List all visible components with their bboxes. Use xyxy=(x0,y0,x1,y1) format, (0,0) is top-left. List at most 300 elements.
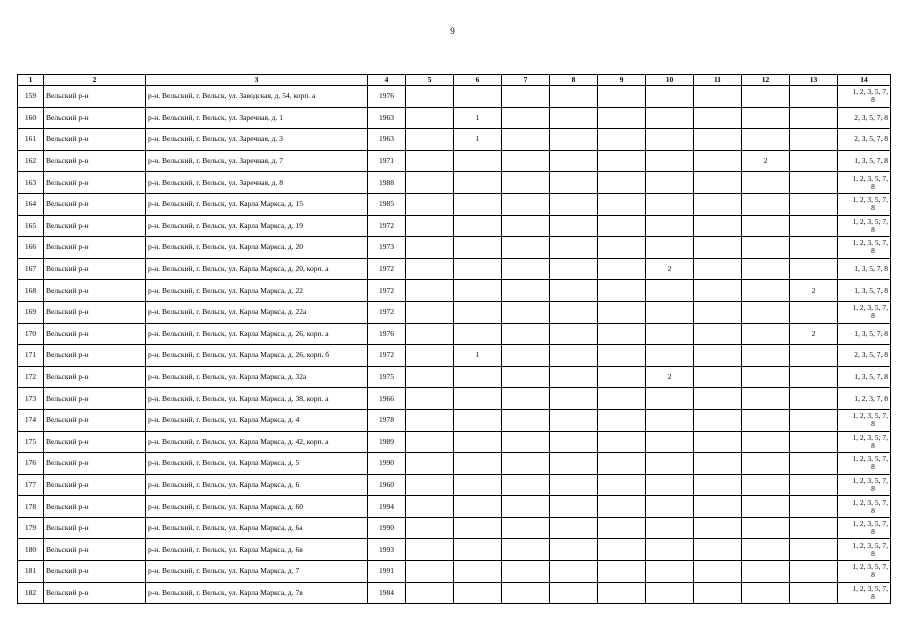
cell-c8 xyxy=(550,129,598,151)
cell-c7 xyxy=(502,150,550,172)
cell-c11 xyxy=(694,237,742,259)
cell-c11 xyxy=(694,258,742,280)
cell-c11 xyxy=(694,150,742,172)
cell-c6 xyxy=(454,215,502,237)
cell-c14-line1: 1, 2, 3, 7, 8 xyxy=(854,393,888,403)
page-number: 9 xyxy=(450,26,455,36)
cell-year: 1985 xyxy=(368,193,406,215)
cell-address: р-н. Вельский, г. Вельск, ул. Карла Маркса, д. 20 xyxy=(146,237,368,259)
cell-c9 xyxy=(598,366,646,388)
table-row xyxy=(18,323,891,345)
cell-year: 1976 xyxy=(368,86,406,108)
cell-district: Вельский р-н xyxy=(44,301,146,323)
cell-n: 174 xyxy=(18,409,44,431)
cell-c8 xyxy=(550,193,598,215)
cell-c14-line1: 1, 3, 5, 7, 8 xyxy=(854,328,888,338)
table-row xyxy=(18,517,891,539)
cell-n: 169 xyxy=(18,301,44,323)
cell-c11 xyxy=(694,345,742,367)
cell-c8 xyxy=(550,388,598,410)
cell-year: 1988 xyxy=(368,172,406,194)
cell-c8 xyxy=(550,172,598,194)
cell-c11 xyxy=(694,388,742,410)
cell-address: р-н. Вельский, г. Вельск, ул. Карла Маркса, д. 7в xyxy=(146,582,368,604)
cell-c9 xyxy=(598,517,646,539)
table-row xyxy=(18,345,891,367)
cell-year: 1972 xyxy=(368,280,406,302)
cell-c13 xyxy=(790,172,838,194)
cell-address: р-н. Вельский, г. Вельск, ул. Карла Маркса, д. 22а xyxy=(146,301,368,323)
cell-c14-line1: 1, 2, 3, 5, 7, xyxy=(852,562,888,572)
cell-n: 173 xyxy=(18,388,44,410)
table-row xyxy=(18,539,891,561)
cell-c14-line2: 8 xyxy=(871,591,875,601)
cell-address: р-н. Вельский, г. Вельск, ул. Карла Маркса, д. 26, корп. б xyxy=(146,345,368,367)
cell-c14 xyxy=(838,129,891,151)
cell-address: р-н. Вельский, г. Вельск, ул. Карла Маркса, д. 6а xyxy=(146,517,368,539)
cell-n: 177 xyxy=(18,474,44,496)
cell-c5 xyxy=(406,301,454,323)
cell-c11 xyxy=(694,215,742,237)
cell-c13 xyxy=(790,129,838,151)
cell-c5 xyxy=(406,107,454,129)
cell-address: р-н. Вельский, г. Вельск, ул. Карла Маркса, д. 6в xyxy=(146,539,368,561)
cell-c13 xyxy=(790,453,838,475)
cell-c14 xyxy=(838,215,891,237)
cell-c9 xyxy=(598,539,646,561)
cell-c14 xyxy=(838,366,891,388)
table-row xyxy=(18,150,891,172)
cell-c11 xyxy=(694,301,742,323)
cell-c9 xyxy=(598,496,646,518)
column-header-11: 11 xyxy=(694,75,742,86)
cell-district: Вельский р-н xyxy=(44,107,146,129)
cell-c9 xyxy=(598,323,646,345)
cell-c8 xyxy=(550,561,598,583)
cell-c12: 2 xyxy=(742,150,790,172)
cell-c13 xyxy=(790,409,838,431)
cell-c11 xyxy=(694,409,742,431)
cell-c6 xyxy=(454,258,502,280)
cell-year: 1989 xyxy=(368,431,406,453)
cell-c7 xyxy=(502,431,550,453)
cell-c11 xyxy=(694,172,742,194)
cell-c14-line1: 1, 2, 3, 5, 7, xyxy=(852,303,888,313)
cell-c13: 2 xyxy=(790,323,838,345)
cell-c5 xyxy=(406,172,454,194)
cell-address: р-н. Вельский, г. Вельск, ул. Карла Маркса, д. 7 xyxy=(146,561,368,583)
cell-c7 xyxy=(502,301,550,323)
column-header-7: 7 xyxy=(502,75,550,86)
cell-c9 xyxy=(598,172,646,194)
cell-c14 xyxy=(838,539,891,561)
cell-year: 1975 xyxy=(368,366,406,388)
cell-district: Вельский р-н xyxy=(44,215,146,237)
cell-c5 xyxy=(406,280,454,302)
cell-district: Вельский р-н xyxy=(44,86,146,108)
cell-c12 xyxy=(742,86,790,108)
cell-n: 179 xyxy=(18,517,44,539)
cell-c6 xyxy=(454,409,502,431)
table-row xyxy=(18,107,891,129)
cell-district: Вельский р-н xyxy=(44,582,146,604)
cell-c12 xyxy=(742,323,790,345)
cell-c7 xyxy=(502,258,550,280)
cell-c11 xyxy=(694,582,742,604)
cell-c13 xyxy=(790,301,838,323)
cell-c10 xyxy=(646,388,694,410)
cell-c6 xyxy=(454,431,502,453)
cell-n: 161 xyxy=(18,129,44,151)
cell-c14-line1: 1, 3, 5, 7, 8 xyxy=(854,372,888,382)
cell-c11 xyxy=(694,561,742,583)
cell-c12 xyxy=(742,301,790,323)
cell-c6 xyxy=(454,453,502,475)
cell-c8 xyxy=(550,280,598,302)
cell-address: р-н. Вельский, г. Вельск, ул. Карла Маркса, д. 5 xyxy=(146,453,368,475)
table-header xyxy=(18,75,891,86)
cell-c14-line1: 1, 2, 3, 5, 7, xyxy=(852,583,888,593)
cell-c14-line2: 8 xyxy=(871,505,875,515)
cell-c14-line2: 8 xyxy=(871,203,875,213)
cell-c5 xyxy=(406,582,454,604)
cell-c12 xyxy=(742,258,790,280)
cell-year: 1984 xyxy=(368,582,406,604)
cell-c10 xyxy=(646,474,694,496)
cell-c12 xyxy=(742,517,790,539)
cell-c8 xyxy=(550,86,598,108)
cell-c14 xyxy=(838,474,891,496)
table-row xyxy=(18,453,891,475)
cell-c5 xyxy=(406,496,454,518)
cell-n: 160 xyxy=(18,107,44,129)
cell-n: 165 xyxy=(18,215,44,237)
cell-year: 1973 xyxy=(368,237,406,259)
column-header-5: 5 xyxy=(406,75,454,86)
table-row xyxy=(18,496,891,518)
cell-c8 xyxy=(550,215,598,237)
cell-c6 xyxy=(454,301,502,323)
cell-c14-line1: 1, 2, 3, 5, 7, xyxy=(852,238,888,248)
table-row xyxy=(18,582,891,604)
cell-district: Вельский р-н xyxy=(44,474,146,496)
cell-year: 1972 xyxy=(368,301,406,323)
cell-c13 xyxy=(790,496,838,518)
cell-c14 xyxy=(838,453,891,475)
cell-c9 xyxy=(598,129,646,151)
cell-district: Вельский р-н xyxy=(44,517,146,539)
cell-n: 175 xyxy=(18,431,44,453)
cell-c9 xyxy=(598,193,646,215)
cell-c13 xyxy=(790,474,838,496)
cell-n: 170 xyxy=(18,323,44,345)
cell-c5 xyxy=(406,129,454,151)
cell-year: 1978 xyxy=(368,409,406,431)
cell-c10 xyxy=(646,345,694,367)
cell-district: Вельский р-н xyxy=(44,388,146,410)
cell-c10 xyxy=(646,107,694,129)
cell-c13 xyxy=(790,345,838,367)
cell-c11 xyxy=(694,86,742,108)
cell-n: 162 xyxy=(18,150,44,172)
cell-c5 xyxy=(406,258,454,280)
cell-district: Вельский р-н xyxy=(44,431,146,453)
column-header-13: 13 xyxy=(790,75,838,86)
cell-c5 xyxy=(406,366,454,388)
cell-c11 xyxy=(694,517,742,539)
cell-c8 xyxy=(550,474,598,496)
cell-c6 xyxy=(454,86,502,108)
cell-address: р-н. Вельский, г. Вельск, ул. Карла Маркса, д. 60 xyxy=(146,496,368,518)
cell-n: 159 xyxy=(18,86,44,108)
cell-district: Вельский р-н xyxy=(44,409,146,431)
cell-c6 xyxy=(454,193,502,215)
cell-c13: 2 xyxy=(790,280,838,302)
cell-c14 xyxy=(838,561,891,583)
cell-c6 xyxy=(454,496,502,518)
cell-n: 171 xyxy=(18,345,44,367)
cell-c7 xyxy=(502,86,550,108)
cell-c7 xyxy=(502,409,550,431)
cell-c14 xyxy=(838,107,891,129)
table-row xyxy=(18,193,891,215)
cell-c10 xyxy=(646,517,694,539)
cell-year: 1976 xyxy=(368,323,406,345)
cell-district: Вельский р-н xyxy=(44,453,146,475)
cell-c11 xyxy=(694,107,742,129)
cell-c14-line1: 1, 2, 3, 5, 7, xyxy=(852,454,888,464)
cell-address: р-н. Вельский, г. Вельск, ул. Заречная, д. 8 xyxy=(146,172,368,194)
cell-address: р-н. Вельский, г. Вельск, ул. Карла Маркса, д. 20, корп. а xyxy=(146,258,368,280)
cell-c11 xyxy=(694,431,742,453)
cell-year: 1994 xyxy=(368,496,406,518)
table-row xyxy=(18,301,891,323)
cell-c8 xyxy=(550,366,598,388)
cell-c12 xyxy=(742,561,790,583)
cell-c9 xyxy=(598,345,646,367)
cell-c12 xyxy=(742,280,790,302)
cell-c14-line1: 1, 3, 5, 7, 8 xyxy=(854,264,888,274)
table-row xyxy=(18,561,891,583)
cell-address: р-н. Вельский, г. Вельск, ул. Карла Маркса, д. 38, корп. а xyxy=(146,388,368,410)
cell-c12 xyxy=(742,107,790,129)
cell-c14-line2: 8 xyxy=(871,95,875,105)
cell-c6: 1 xyxy=(454,107,502,129)
cell-c10 xyxy=(646,237,694,259)
cell-n: 178 xyxy=(18,496,44,518)
cell-n: 172 xyxy=(18,366,44,388)
table-row xyxy=(18,86,891,108)
cell-year: 1960 xyxy=(368,474,406,496)
cell-c9 xyxy=(598,107,646,129)
cell-c8 xyxy=(550,539,598,561)
cell-c10 xyxy=(646,86,694,108)
cell-c14 xyxy=(838,237,891,259)
cell-c6: 1 xyxy=(454,129,502,151)
cell-c6 xyxy=(454,323,502,345)
cell-c8 xyxy=(550,582,598,604)
cell-c5 xyxy=(406,431,454,453)
cell-district: Вельский р-н xyxy=(44,323,146,345)
cell-address: р-н. Вельский, г. Вельск, ул. Заводская, д. 54, корп. а xyxy=(146,86,368,108)
cell-c7 xyxy=(502,517,550,539)
table-row xyxy=(18,215,891,237)
cell-c6 xyxy=(454,517,502,539)
cell-c14 xyxy=(838,193,891,215)
cell-c9 xyxy=(598,474,646,496)
cell-c7 xyxy=(502,539,550,561)
cell-c13 xyxy=(790,366,838,388)
cell-c8 xyxy=(550,323,598,345)
cell-c7 xyxy=(502,453,550,475)
cell-c13 xyxy=(790,193,838,215)
cell-c8 xyxy=(550,496,598,518)
cell-c12 xyxy=(742,237,790,259)
cell-c14-line2: 8 xyxy=(871,570,875,580)
cell-c9 xyxy=(598,215,646,237)
cell-c14-line1: 1, 2, 3, 5, 7, xyxy=(852,173,888,183)
cell-c14-line1: 1, 2, 3, 5, 7, xyxy=(852,87,888,97)
cell-c9 xyxy=(598,258,646,280)
cell-c14-line2: 8 xyxy=(871,440,875,450)
cell-c13 xyxy=(790,107,838,129)
cell-address: р-н. Вельский, г. Вельск, ул. Карла Маркса, д. 32а xyxy=(146,366,368,388)
cell-c13 xyxy=(790,215,838,237)
table-row xyxy=(18,409,891,431)
cell-c11 xyxy=(694,280,742,302)
cell-year: 1963 xyxy=(368,107,406,129)
table-row xyxy=(18,388,891,410)
cell-c14-line2: 8 xyxy=(871,483,875,493)
column-header-9: 9 xyxy=(598,75,646,86)
cell-year: 1972 xyxy=(368,215,406,237)
cell-district: Вельский р-н xyxy=(44,237,146,259)
cell-c12 xyxy=(742,453,790,475)
cell-year: 1990 xyxy=(368,517,406,539)
cell-c8 xyxy=(550,237,598,259)
cell-year: 1972 xyxy=(368,345,406,367)
cell-c9 xyxy=(598,237,646,259)
cell-c8 xyxy=(550,258,598,280)
cell-c14 xyxy=(838,280,891,302)
cell-c8 xyxy=(550,517,598,539)
cell-c6 xyxy=(454,366,502,388)
cell-c14-line2: 8 xyxy=(871,419,875,429)
cell-c7 xyxy=(502,561,550,583)
cell-c14 xyxy=(838,431,891,453)
cell-c12 xyxy=(742,366,790,388)
cell-c13 xyxy=(790,539,838,561)
cell-c8 xyxy=(550,150,598,172)
cell-district: Вельский р-н xyxy=(44,345,146,367)
cell-n: 180 xyxy=(18,539,44,561)
column-header-12: 12 xyxy=(742,75,790,86)
column-header-6: 6 xyxy=(454,75,502,86)
cell-c5 xyxy=(406,561,454,583)
cell-c14 xyxy=(838,323,891,345)
cell-c14-line2: 8 xyxy=(871,311,875,321)
cell-c7 xyxy=(502,323,550,345)
cell-n: 181 xyxy=(18,561,44,583)
cell-district: Вельский р-н xyxy=(44,258,146,280)
cell-c14-line2: 8 xyxy=(871,224,875,234)
column-header-14: 14 xyxy=(838,75,891,86)
cell-c7 xyxy=(502,237,550,259)
cell-c12 xyxy=(742,409,790,431)
cell-district: Вельский р-н xyxy=(44,561,146,583)
cell-c6 xyxy=(454,582,502,604)
cell-district: Вельский р-н xyxy=(44,366,146,388)
cell-c14-line1: 1, 2, 3, 5, 7, xyxy=(852,411,888,421)
cell-c10 xyxy=(646,129,694,151)
cell-c14 xyxy=(838,172,891,194)
cell-c5 xyxy=(406,453,454,475)
cell-c13 xyxy=(790,517,838,539)
cell-c14 xyxy=(838,150,891,172)
cell-district: Вельский р-н xyxy=(44,280,146,302)
cell-c12 xyxy=(742,474,790,496)
cell-year: 1966 xyxy=(368,388,406,410)
cell-c10 xyxy=(646,539,694,561)
cell-n: 164 xyxy=(18,193,44,215)
cell-c11 xyxy=(694,453,742,475)
cell-c12 xyxy=(742,193,790,215)
column-header-3: 3 xyxy=(146,75,368,86)
cell-c5 xyxy=(406,150,454,172)
cell-c9 xyxy=(598,150,646,172)
cell-district: Вельский р-н xyxy=(44,129,146,151)
cell-c7 xyxy=(502,582,550,604)
cell-c11 xyxy=(694,129,742,151)
cell-c10: 2 xyxy=(646,258,694,280)
cell-c13 xyxy=(790,258,838,280)
table-row xyxy=(18,366,891,388)
table-row xyxy=(18,431,891,453)
cell-district: Вельский р-н xyxy=(44,496,146,518)
cell-c14-line1: 1, 2, 3, 5, 7, xyxy=(852,216,888,226)
cell-c13 xyxy=(790,431,838,453)
cell-c14 xyxy=(838,258,891,280)
cell-c14-line1: 2, 3, 5, 7, 8 xyxy=(854,350,888,360)
cell-c9 xyxy=(598,280,646,302)
cell-c5 xyxy=(406,323,454,345)
cell-n: 176 xyxy=(18,453,44,475)
cell-c10 xyxy=(646,150,694,172)
cell-c14-line1: 1, 2, 3, 5, 7, xyxy=(852,497,888,507)
cell-address: р-н. Вельский, г. Вельск, ул. Карла Маркса, д. 19 xyxy=(146,215,368,237)
table-row xyxy=(18,280,891,302)
cell-c13 xyxy=(790,388,838,410)
cell-c14-line1: 1, 3, 5, 7, 8 xyxy=(854,156,888,166)
column-header-1: 1 xyxy=(18,75,44,86)
cell-district: Вельский р-н xyxy=(44,150,146,172)
cell-c10 xyxy=(646,280,694,302)
cell-c7 xyxy=(502,474,550,496)
cell-c10: 2 xyxy=(646,366,694,388)
cell-c6 xyxy=(454,172,502,194)
column-header-4: 4 xyxy=(368,75,406,86)
cell-c10 xyxy=(646,496,694,518)
table-row xyxy=(18,474,891,496)
cell-n: 163 xyxy=(18,172,44,194)
cell-c5 xyxy=(406,345,454,367)
cell-c14-line1: 1, 2, 3, 5, 7, xyxy=(852,195,888,205)
cell-c12 xyxy=(742,582,790,604)
cell-c10 xyxy=(646,215,694,237)
cell-c10 xyxy=(646,323,694,345)
cell-c7 xyxy=(502,496,550,518)
table-row xyxy=(18,237,891,259)
